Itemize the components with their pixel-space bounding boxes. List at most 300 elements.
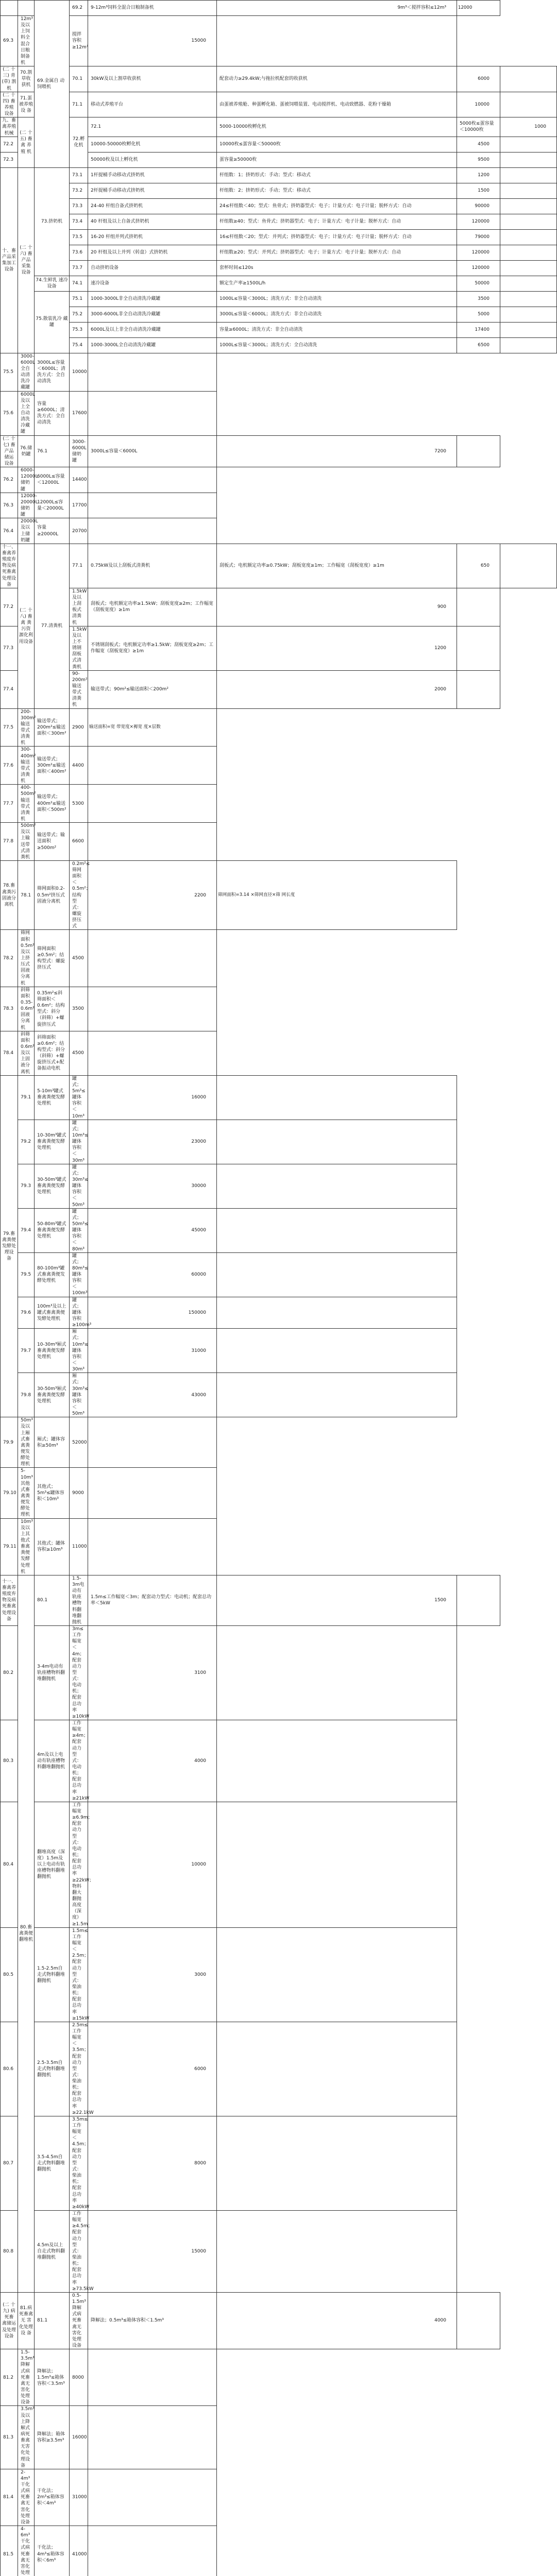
spec-cell: 套杯时间≤120s [217,260,457,276]
table-row [1,785,557,823]
spec-cell: 输送带式；输送面积≥500m² [35,823,70,861]
note-cell [217,1120,457,1164]
item-name-cell: 30-50m³厢式畜禽粪便发酵处理机 [35,1373,70,1417]
table-row [1,214,557,229]
item-code-cell: 80.1 [35,1575,70,1625]
note-cell [500,291,557,307]
subsidy-amount-cell: 1000 [500,117,557,137]
table-row [1,291,557,307]
note-cell [500,307,557,322]
note-cell [217,2022,457,2116]
item-name-cell: 50000枚及以上孵化机 [88,152,217,167]
subsidy-amount-cell: 1500 [217,1575,457,1625]
table-row [1,2526,557,2576]
subsidy-amount-cell: 79000 [457,229,500,245]
subcategory-cell: 十一、 畜禽养 殖废弃 物及病 死畜禽 处理设 备 [1,1575,18,1625]
note-cell [457,435,500,467]
spec-cell: 工作幅宽≥6.9m；配套动力型式：电动机；配套总功率≥22kW；物料翻大翻抛高度（深度）≥1.5m [70,1802,88,1927]
item-code-cell: 72.2 [1,137,18,152]
item-name-cell: 10m³及以上其他式畜禽粪便发酵处理机 [18,1518,35,1575]
note-cell [217,1252,457,1297]
subsidy-amount-cell: 30000 [88,1164,217,1208]
item-group-cell: 73.挤奶机 [35,167,70,276]
item-name-cell: 6000L及以上全自动清洗冷藏罐 [18,391,35,435]
table-row [1,823,557,861]
subsidy-amount-cell: 52000 [70,1417,88,1468]
note-cell [88,2349,217,2406]
item-name-cell: 16-20 杆组并列式挤奶机 [88,229,217,245]
note-cell [88,518,217,544]
spec-cell: 1.5m≤工作幅宽＜2.5m；配套动力型式：柴油机；配套总功率≥15kW [70,1927,88,2022]
item-code-cell: 78.4 [1,1031,18,1075]
item-code-cell: 73.4 [70,214,88,229]
note-cell [217,1164,457,1208]
spec-cell: 10000枚≤蛋容量＜50000枚 [217,137,457,152]
note-cell [500,337,557,353]
spec-cell: 额定生产率≥1500L/h [217,276,457,291]
item-code-cell: 79.6 [18,1297,35,1329]
item-name-cell: 4m及以上电动有轨座槽物料翻堆翻抛机 [35,1720,70,1802]
subsidy-amount-cell: 10000 [88,1802,217,1927]
subsidy-amount-cell: 17700 [70,493,88,518]
note-cell [217,1297,457,1329]
item-code-cell: 79.9 [1,1417,18,1468]
note-cell [88,930,217,987]
table-row [1,2022,557,2116]
item-name-cell: 3000-6000L非全自动清洗冷藏罐 [88,307,217,322]
subsidy-amount-cell: 650 [457,544,500,588]
table-row [1,1164,557,1208]
item-code-cell: 79.7 [18,1329,35,1373]
table-row [1,1927,557,2022]
spec-cell: 1000L≤容量＜3000L；清洗方式：全自动清洗 [217,337,457,353]
item-name-cell: 3000-6000L储奶罐 [70,435,88,467]
spec-cell: 罐式；5m³≤罐体容积＜10m³ [70,1075,88,1120]
item-code-cell: 75.4 [70,337,88,353]
item-name-cell: 6000L及以上非全自动清洗冷藏罐 [88,322,217,337]
item-name-cell: 1000-3000L全自动清洗冷藏罐 [88,337,217,353]
subsidy-amount-cell: 1500 [457,183,500,198]
item-name-cell: 1.5-2.5m自走式物料翻堆翻抛机 [35,1927,70,2022]
item-name-cell: 速冷设备 [88,276,217,291]
subsidy-amount-cell: 10000 [70,353,88,391]
item-name-cell: 筛网面积0.2-0.5m²挤压式固液分离机 [35,860,70,930]
spec-cell: 其他式；罐体容积≥10m³ [35,1518,70,1575]
item-code-cell: 78.3 [1,987,18,1031]
table-row [1,1208,557,1252]
subsidy-amount-cell: 50000 [457,276,500,291]
note-cell [500,66,557,92]
item-group-cell: 70.割草收 获机 [18,66,35,92]
item-name-cell: 1.5-3m电动有轨座槽物料翻堆翻抛机 [70,1575,88,1625]
item-name-cell: 200-300m²输送带式清粪机 [18,708,35,747]
item-code-cell: 79.1 [18,1075,35,1120]
item-code-cell: 78.2 [1,930,18,987]
note-cell [88,823,217,861]
spec-cell: 0.2m²≤筛网面积＜0.5m²；结构型式：螺旋挤压式 [70,860,88,930]
table-row [1,92,557,117]
item-code-cell: 79.11 [1,1518,18,1575]
subsidy-amount-cell: 7200 [217,435,457,467]
subsidy-amount-cell: 6000 [88,2022,217,2116]
spec-cell: 3000L≤容量＜6000L；清洗方式：非全自动清洗 [217,307,457,322]
table-row [1,1075,557,1120]
spec-cell: 12000L≤容量＜20000L [35,493,70,518]
table-row [1,198,557,214]
note-cell [457,2292,500,2349]
item-code-cell: 77.6 [1,747,18,785]
note-cell [88,1417,217,1468]
item-code-cell: 80.3 [1,1720,18,1802]
spec-cell: 刮板式；电机额定功率≥1.5kW；刮板宽度≥2m；工作幅宽（刮板宽度）≥1m [88,588,217,626]
item-code-cell: 78.1 [18,860,35,930]
item-code-cell: 77.7 [1,785,18,823]
table-row [1,260,557,276]
note-cell [457,588,500,626]
table-row [1,860,557,930]
item-code-cell: 75.6 [1,391,18,435]
subsidy-amount-cell: 15000 [88,2211,217,2293]
item-code-cell: 77.5 [1,708,18,747]
category-cell: 十一、 畜禽养 殖废弃 物及病 死畜禽 处理设 备 [1,544,18,588]
note-cell [500,245,557,260]
item-code-cell: 79.8 [18,1373,35,1417]
subsidy-amount-cell: 120000 [457,260,500,276]
table-row [1,245,557,260]
table-row [1,493,557,518]
table-row [1,16,557,66]
note-cell [500,229,557,245]
item-code-cell: 69.金属自 动饲喂机 [35,1,70,168]
spec-cell: 容量≥20000L [35,518,70,544]
subsidy-amount-cell: 4000 [88,1720,217,1802]
table-row [1,1031,557,1075]
item-name-cell: 12000-20000L储奶罐 [18,493,35,518]
item-code-cell: 76.2 [1,467,18,493]
item-code-cell: 76.4 [1,518,18,544]
item-code-cell: 79.10 [1,1468,18,1518]
note-cell [500,167,557,183]
item-name-cell: 40 杆组及以上自备式挤奶机 [88,214,217,229]
subsidy-amount-cell: 1200 [457,167,500,183]
item-name-cell: 30kW及以上割草收获机 [88,66,217,92]
subsidy-amount-cell: 8000 [70,2349,88,2406]
spec-cell: 罐式；80m³≤罐体容积＜100m³ [70,1252,88,1297]
spec-cell: 2.5m≤工作幅宽＜3.5m；配套动力型式：柴油机；配套总功率≥22.1kW [70,2022,88,2116]
item-group-cell: 79.畜禽粪便 发酵处理设 备 [1,1075,18,1417]
note-cell [88,353,217,391]
item-code-cell: 72.1 [88,117,217,137]
item-code-cell: 77.8 [1,823,18,861]
spec-cell: 斜筛面积≥0.6m²；结构型式：斜分（斜筛）+螺旋挤压式+配备振动电机 [35,1031,70,1075]
table-row [1,670,557,708]
table-row [1,467,557,493]
table-row [1,229,557,245]
note-cell [500,137,557,152]
spec-cell: 杆组数≥20；型式：并列式；挤奶器型式：电子；计量方式：电子计量；脱杯方式：自动 [217,245,457,260]
item-name-cell: 斜筛面积0.6m²及以上固液分离机 [18,1031,35,1075]
item-name-cell: 4-6m³干化式病死畜禽无害化处理 [18,2526,35,2576]
item-name-cell: 6000-12000L储奶罐 [18,467,35,493]
item-group-cell: 80.畜禽粪便 翻堆机 [18,1575,35,2292]
subsidy-amount-cell: 150000 [88,1297,217,1329]
spec-cell: 1000L≤容量＜3000L；清洗方式：非全自动清洗 [217,291,457,307]
table-row [1,708,557,747]
item-name-cell: 10-30m³厢式畜禽粪便发酵处理机 [35,1329,70,1373]
spec-cell: 0.35m²≤斜筛面积＜0.6m²；结构型式：斜分（斜筛）+螺旋挤压式 [35,987,70,1031]
item-code-cell: 73.7 [70,260,88,276]
table-row [1,588,557,626]
note-cell [217,1720,457,1802]
note-cell [217,2211,457,2293]
subsidy-amount-cell: 45000 [88,1208,217,1252]
subsidy-amount-cell: 23000 [88,1120,217,1164]
note-cell [457,1575,500,1625]
note-cell [88,2406,217,2469]
item-name-cell: 50m³及以上厢式畜禽粪便发酵处理机 [18,1417,35,1468]
item-code-cell: 77.3 [1,626,18,670]
table-row [1,518,557,544]
subsidy-amount-cell: 4500 [70,1031,88,1075]
note-cell [217,1802,457,1927]
note-cell [217,1927,457,2022]
subsidy-amount-cell: 3100 [88,1625,217,1720]
spec-cell: 刮板式；电机额定功率≥0.75kW；刮板宽度≥1m；工作幅宽（刮板宽度）≥1m [217,544,457,588]
note-cell [500,214,557,229]
subsidy-amount-cell: 9500 [457,152,500,167]
table-row [1,2469,557,2526]
subsidy-amount-cell: 17600 [70,391,88,435]
item-code-cell: 75.2 [70,307,88,322]
subsidy-amount-cell: 41000 [70,2526,88,2576]
subsidy-amount-cell: 4500 [70,930,88,987]
note-cell [88,391,217,435]
table-row [1,544,557,588]
subsidy-amount-cell: 90000 [457,198,500,214]
note-cell [217,1329,457,1373]
item-code-cell: 71.1 [70,92,88,117]
note-cell [457,626,500,670]
item-name-cell: 69.2 [70,1,88,16]
table-row [1,1518,557,1575]
note-cell [88,2526,217,2576]
spec-cell: 降解法；0.5m³≤箱体容积＜1.5m³ [88,2292,217,2349]
item-code-cell: 81.3 [1,2406,18,2469]
item-code-cell: 69.3 [1,16,18,66]
item-name-cell: 1.5kW及以上不锈钢刮板式清粪机 [70,626,88,670]
note-cell [217,1625,457,1720]
table-row [1,1625,557,1720]
item-group-cell: 77.清粪机 [35,544,70,708]
item-code-cell: 75.1 [70,291,88,307]
spec-cell: 1.5m≤工作幅宽＜3m；配套动力型式：电动机；配套总功率＜5kW [88,1575,217,1625]
category-cell: 十、畜 产品采 集加工 设备 [1,167,18,353]
table-row [1,2211,557,2293]
subsidy-amount-cell: 60000 [88,1252,217,1297]
spec-cell: 搅拌容积≥12m³ [70,16,88,66]
item-code-cell: 79.5 [18,1252,35,1297]
spec-cell: 工作幅宽≥4.5m；配套动力型式：柴油机；配套总功率≥73.5kW [70,2211,88,2293]
item-name-cell: 移动式养殖平台 [88,92,217,117]
item-code-cell: 80.4 [1,1802,18,1927]
spec-cell: 输送带式；300m²≤输送面积＜400m² [35,747,70,785]
subsidy-amount-cell: 16000 [70,2406,88,2469]
item-name-cell: 90-200m²输送带式清粪机 [70,670,88,708]
subsidy-amount-cell: 43000 [88,1373,217,1417]
item-code-cell: 79.2 [18,1120,35,1164]
item-code-cell: 81.1 [35,2292,70,2349]
spec-cell: 容量≥6000L；清洗方式：非全自动清洗 [217,322,457,337]
note-cell [500,322,557,337]
item-name-cell: 50-80m³罐式畜禽粪便发酵处理机 [35,1208,70,1252]
table-row [1,987,557,1031]
spec-cell: 罐式；10m³≤罐体容积＜30m³ [70,1120,88,1164]
table-row [1,167,557,183]
table-row [1,435,557,467]
note-cell [88,467,217,493]
item-name-cell: 400-500m²输送带式清粪机 [18,785,35,823]
subsidy-amount-cell: 16000 [88,1075,217,1120]
table-row [1,276,557,291]
item-name-cell: 筛网面积0.5m²及以上挤压式固液分离机 [18,930,35,987]
note-cell [88,493,217,518]
item-code-cell: 80.7 [1,2116,18,2210]
subcategory-cell: (二 十 三) 青 (草) 割 机 [1,66,18,92]
subsidy-amount-cell: 900 [217,588,457,626]
spec-cell: 配套动力≥29.4kW;与拖拉机配套的收获机 [217,66,457,92]
spec-cell: 不锈钢刮板式；电机额定功率≥1.5kW；刮板宽度≥2m；工作幅宽（刮板宽度）≥1m [88,626,217,670]
subcategory-cell: (二 十 九) 病死畜 禽储运 及处理 设备 [1,2292,18,2349]
subsidy-amount-cell: 4400 [70,747,88,785]
item-name-cell: 20000L及以上储奶罐 [18,518,35,544]
table-row [1,2349,557,2406]
item-name-cell: 4.5m及以上自走式物料翻堆翻抛机 [35,2211,70,2293]
spec-cell: 由蛋被养殖舱、种蛋孵化箱、蛋被饲喂装置、电动搅拌机、电动致燃器、花粉干燥箱 [217,92,457,117]
spec-cell: 输送带式；200m²≤输送面积＜300m² [35,708,70,747]
item-name-cell: 3-4m电动有轨座槽物料翻堆翻抛机 [35,1625,70,1720]
spec-cell: 干化法；4m³≤箱体容积＜6m³ [35,2526,70,2576]
item-name-cell: 1.5kW及以上刮板式清粪机 [70,588,88,626]
subsidy-amount-cell: 8000 [88,2116,217,2210]
spec-cell: 厢式；罐体容积≥50m³ [35,1417,70,1468]
note-cell [88,1518,217,1575]
item-code-cell: 73.2 [70,183,88,198]
spec-cell: 杆组数：1；挤奶形式：手动；型式：移动式 [217,167,457,183]
item-name-cell: 5000-10000枚孵化机 [217,117,457,137]
item-name-cell: 1000-3000L非全自动清洗冷藏罐 [88,291,217,307]
item-name-cell: 0.75kW及以上刮板式清粪机 [88,544,217,588]
spec-cell: 工作幅宽≥4m；配套动力型式：电动机；配套总功率≥21kW [70,1720,88,1802]
subsidy-amount-cell: 6600 [70,823,88,861]
item-code-cell: 77.2 [1,588,18,626]
item-code-cell: 75.5 [1,353,18,391]
subsidy-amount-cell: 9m³＜搅拌容积≤12m³ [217,1,457,16]
subsidy-amount-cell: 20700 [70,518,88,544]
item-code-cell: 75.3 [70,322,88,337]
spec-cell: 容量≥6000L；清洗方式：全自动清洗 [35,391,70,435]
note-cell [88,2469,217,2526]
item-code-cell: 74.1 [70,276,88,291]
subsidy-amount-cell: 4500 [457,137,500,152]
spec-cell: 其他式；5m³≤罐体容积＜10m³ [35,1468,70,1518]
item-name-cell: 500m²及以上输送带式清粪机 [18,823,35,861]
table-row [1,626,557,670]
subsidy-amount-cell: 17400 [457,322,500,337]
note-cell [500,183,557,198]
note-cell: 输送面积=宽 带宽度×褥宽 度×层数 [88,708,217,747]
item-name-cell: 2杆提桶手动移动式挤奶机 [88,183,217,198]
note-cell [88,747,217,785]
item-name-cell: 20 杆组及以上并列（转盘）式挤奶机 [88,245,217,260]
spec-cell: 筛网面积≥0.5m²；结构型式：螺旋挤压式 [35,930,70,987]
item-group-cell: 74.生鲜乳 速冷设备 [35,276,70,291]
note-cell [88,987,217,1031]
table-row [1,307,557,322]
spec-cell: 输送带式；90m²≤输送面积＜200m² [88,670,217,708]
item-name-cell: 3000-6000L全自动清洗冷藏罐 [18,353,35,391]
subsidy-amount-cell: 3000 [88,1927,217,2022]
spec-cell: 罐式；罐体容积≥100m³ [70,1297,88,1329]
item-name-cell: 0.5-1.5m³降解式病死畜禽无害化处理设备 [70,2292,88,2349]
spec-cell: 厢式；10m³≤罐体容积＜30m³ [70,1329,88,1373]
item-group-cell: 76.储奶罐 [18,435,35,467]
spec-cell: 蛋容量≥50000枚 [217,152,457,167]
item-name-cell: 3.5m³及以上降解式病死畜禽无害化处理设备 [18,2406,35,2469]
subsidy-amount-cell: 14400 [70,467,88,493]
note-cell [500,152,557,167]
note-cell: 筛网面积=3.14 ×筛网直径×筛 网长度 [217,860,457,930]
subcategory-cell: (二 十 四) 畜 养殖 设备 [1,92,18,117]
item-code-cell: 80.2 [1,1625,18,1720]
note-cell [217,16,457,66]
table-row [1,1,557,16]
item-name-cell: 5-10m³罐式畜禽粪便发酵处理机 [35,1075,70,1120]
note-cell [88,1468,217,1518]
table-row [1,1297,557,1329]
spec-cell: 6000L≤容量＜12000L [35,467,70,493]
item-code-cell: 76.3 [1,493,18,518]
item-code-cell: 73.5 [70,229,88,245]
spec-cell: 5000枚≤蛋容量＜10000枚 [457,117,500,137]
item-name-cell: 2-4m³干化式病死畜禽无害化处理设备 [18,2469,35,2526]
note-cell: 12000 [457,1,500,16]
item-code-cell: 79.3 [18,1164,35,1208]
item-code-cell: 80.6 [1,2022,18,2116]
item-name-cell: 24-40 杆组自备式挤奶机 [88,198,217,214]
subsidy-amount-cell: 10000 [457,92,500,117]
subsidy-amount-cell: 9000 [70,1468,88,1518]
spec-cell: 3.5m≤工作幅宽＜4.5m；配套动力型式：柴油机；配套总功率≥40kW [70,2116,88,2210]
note-cell [217,1075,457,1120]
table-row [1,2406,557,2469]
note-cell [457,670,500,708]
item-code-cell: 81.4 [1,2469,18,2526]
spec-cell: 16≤杆组数＜20；型式：并列式；挤奶器型式：电子；计量方式：电子计量；脱杯方式：自动 [217,229,457,245]
subsidy-amount-cell: 2200 [88,860,217,930]
item-name-cell: 12m³及以上饲料全混合日粮制备机 [18,16,35,66]
item-code-cell: 70.1 [70,66,88,92]
subsidy-amount-cell: 3500 [457,291,500,307]
spec-cell: 降解法；1.5m³≤箱体容积＜3.5m³ [35,2349,70,2406]
item-name-cell: 2.5-3.5m自走式物料翻堆翻抛机 [35,2022,70,2116]
item-code-cell: 79.4 [18,1208,35,1252]
item-group-cell: 72.孵化机 [70,117,88,167]
table-row [1,391,557,435]
item-code-cell: 72.3 [1,152,18,167]
item-code-cell: 81.2 [1,2349,18,2406]
spec-cell: 降解法；箱体容积≥3.5m³ [35,2406,70,2469]
table-row [1,1468,557,1518]
